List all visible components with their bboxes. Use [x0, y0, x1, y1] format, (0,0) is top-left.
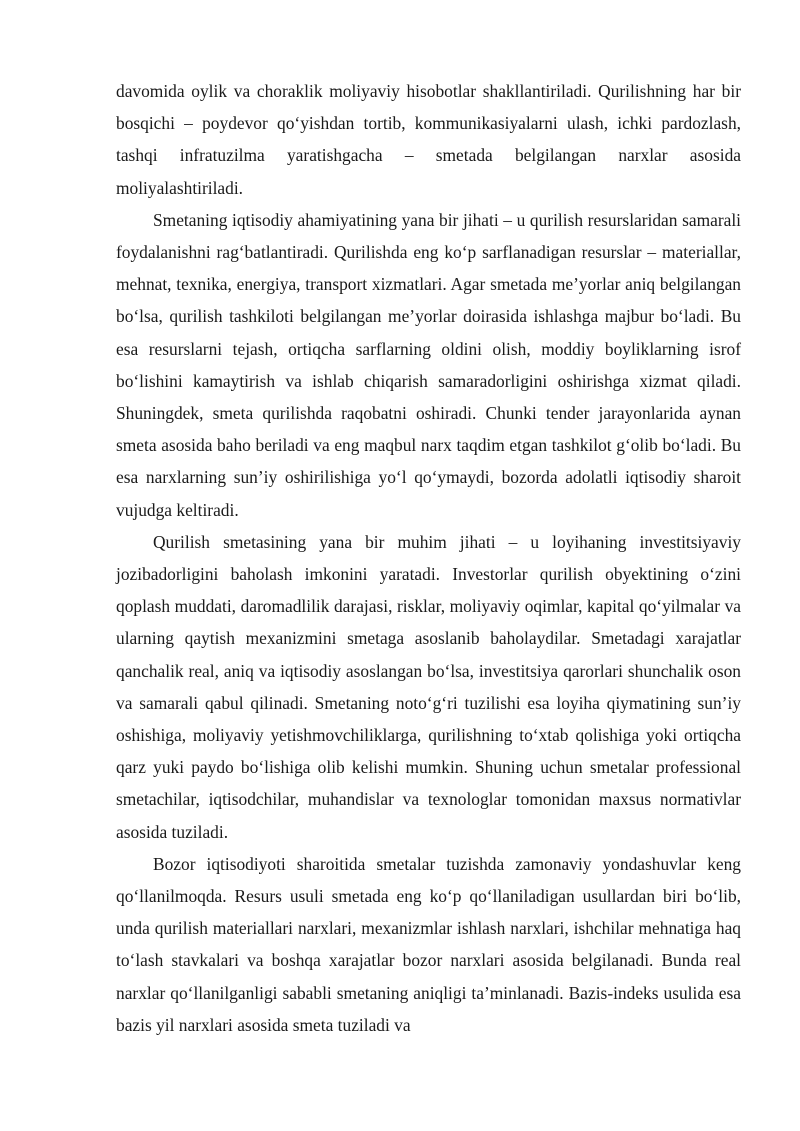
paragraph-continuation: davomida oylik va choraklik moliyaviy hisobotlar shakllantiriladi. Qurilishning har bir bosqichi – poydevor qo‘yishdan tortib, kommunikasiyalarni ulash, ichki pardozlash, tashqi infratuzilma yaratishgacha – smetada belgilangan narxlar asosida moliyalashtiriladi.	[116, 81, 741, 198]
paragraph-investment-attractiveness: Qurilish smetasining yana bir muhim jihati – u loyihaning investitsiyaviy jozibadorligini baholash imkonini yaratadi. Investorlar qurilish obyektining o‘zini qoplash muddati, daromadlilik darajasi, risklar, moliyaviy oqimlar, kapital qo‘yilmalar va ularning qaytish mexanizmini smetaga asoslanib baholaydilar. Smetadagi xarajatlar qanchalik real, aniq va iqtisodiy asoslangan bo‘lsa, investitsiya qarorlari shunchalik oson va samarali qabul qilinadi. Smetaning noto‘g‘ri tuzilishi esa loyiha qiymatining sun’iy oshishiga, moliyaviy yetishmovchiliklarga, qurilishning to‘xtab qolishiga yoki ortiqcha qarz yuki paydo bo‘lishiga olib kelishi mumkin. Shuning uchun smetalar professional smetachilar, iqtisodchilar, muhandislar va texnologlar tomonidan maxsus normativlar asosida tuziladi.	[116, 531, 741, 842]
paragraph-modern-approaches: Bozor iqtisodiyoti sharoitida smetalar tuzishda zamonaviy yondashuvlar keng qo‘llanilmoqda. Resurs usuli smetada eng ko‘p qo‘llaniladigan usullardan biri bo‘lib, unda qurilish materiallari narxlari, mexanizmlar ishlash narxlari, ishchilar mehnatiga haq to‘lash stavkalari va boshqa xarajatlar bozor narxlari asosida belgilanadi. Bunda real narxlar qo‘llanilganligi sababli smetaning aniqligi ta’minlanadi. Bazis-indeks usulida esa bazis yil narxlari asosida smeta tuziladi va	[116, 853, 741, 1035]
document-body	[116, 75, 741, 1041]
paragraph-resource-efficiency: Smetaning iqtisodiy ahamiyatining yana bir jihati – u qurilish resurslaridan samarali foydalanishni rag‘batlantiradi. Qurilishda eng ko‘p sarflanadigan resurslar – materiallar, mehnat, texnika, energiya, transport xizmatlari. Agar smetada me’yorlar aniq belgilangan bo‘lsa, qurilish tashkiloti belgilangan me’yorlar doirasida ishlashga majbur bo‘ladi. Bu esa resurslarni tejash, ortiqcha sarflarning oldini olish, moddiy boyliklarning isrof bo‘lishini kamaytirish va ishlab chiqarish samaradorligini oshirishga xizmat qiladi. Shuningdek, smeta qurilishda raqobatni oshiradi. Chunki tender jarayonlarida aynan smeta asosida baho beriladi va eng maqbul narx taqdim etgan tashkilot g‘olib bo‘ladi. Bu esa narxlarning sun’iy oshirilishiga yo‘l qo‘ymaydi, bozorda adolatli iqtisodiy sharoit vujudga keltiradi.	[116, 209, 741, 520]
